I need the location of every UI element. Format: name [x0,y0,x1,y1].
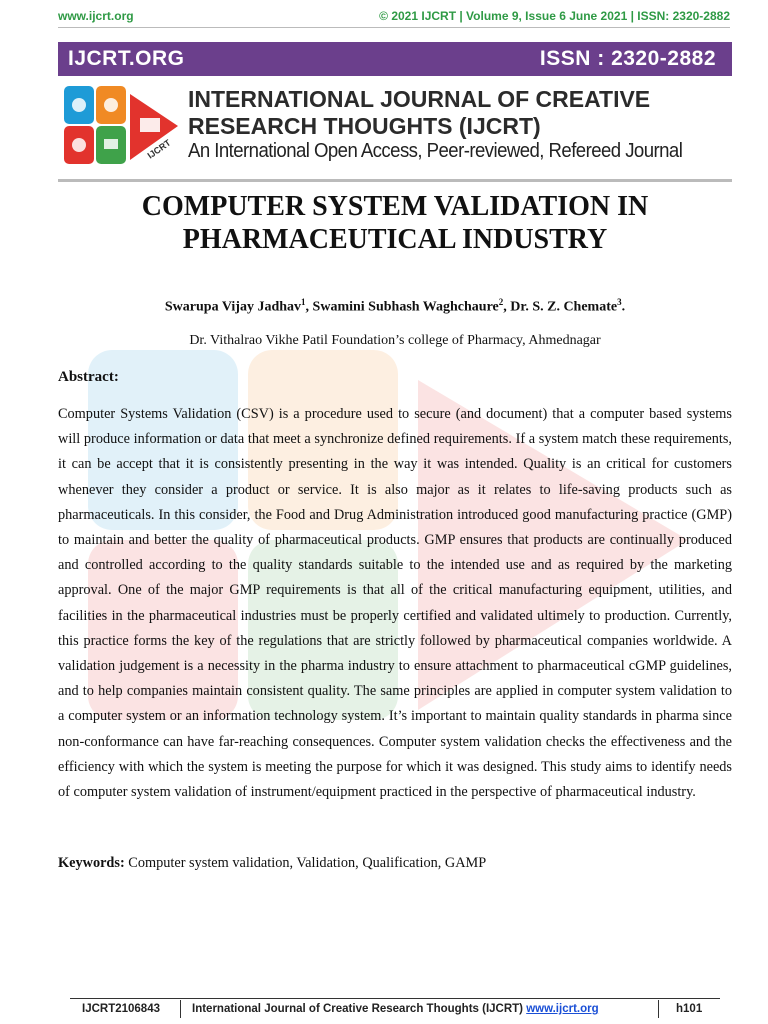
footer-divider [180,1000,181,1018]
footer-paper-id: IJCRT2106843 [82,1003,160,1015]
logo-text: IJCRT [145,137,173,161]
journal-title [188,86,748,140]
author-affiliation-mark: 2 [498,297,504,307]
keywords [58,855,732,872]
page-number: h101 [676,1003,703,1015]
ijcrt-logo [60,84,184,168]
author-separator: , [305,299,313,315]
author-affiliation-mark: 3 [617,297,622,307]
citation-info: © 2021 IJCRT | Volume 9, Issue 6 June 2021 | ISSN: 2320-2882 [379,9,730,23]
banner-site: IJCRT.ORG [68,47,185,70]
paper-title-line1: COMPUTER SYSTEM VALIDATION IN [141,191,649,222]
journal-title-line1: INTERNATIONAL JOURNAL OF CREATIVE [188,86,651,112]
paper-title-line2: PHARMACEUTICAL INDUSTRY [182,224,608,255]
affiliation: Dr. Vithalrao Vikhe Patil Foundation’s college of Pharmacy, Ahmednagar [189,333,601,348]
footer-journal-name: International Journal of Creative Research Thoughts (IJCRT) [192,1003,523,1015]
abstract-heading: Abstract: [58,369,119,385]
site-url[interactable]: www.ijcrt.org [58,9,134,23]
journal-banner [58,42,732,76]
banner-issn: ISSN : 2320-2882 [539,47,716,70]
header-rule [58,27,730,28]
paper-title [58,190,732,256]
journal-subtitle: An International Open Access, Peer-reviewed, Refereed Journal [188,140,683,162]
author-separator: . [621,299,626,315]
author-name: Swarupa Vijay Jadhav [164,299,302,315]
author-name: Dr. S. Z. Chemate [510,299,618,315]
journal-title-line2: RESEARCH THOUGHTS (IJCRT) [188,113,541,139]
author-name: Swamini Subhash Waghchaure [312,299,499,315]
author-list [58,297,732,316]
keywords-list: Computer system validation, Validation, Qualification, GAMP [128,855,487,871]
keywords-label: Keywords: [58,855,125,871]
page-footer [70,998,720,1020]
running-header [58,6,730,26]
abstract-text: Computer Systems Validation (CSV) is a procedure used to secure (and document) that a computer based systems will produce information or data that meet a synchronize defined requirements. If a system match these requirements, it can be accept that it is consistently presenting in the way it was intended. Quality is an critical for customers whenever they consider a product or service. It is also major as it relates to life-saving products such as pharmaceuticals. In this consider, the Food and Drug Administration introduced good manufacturing practice (GMP) to maintain and better the quality of pharmaceutical products. GMP ensures that products are continually produced and controlled according to the quality standards suitable to the intended use and as required by the marketing approval. One of the major GMP requirements is that all of the critical manufacturing equipment, utilities, and facilities in the pharmaceutical industries must be properly certified and validated ultimely to production. Currently, this practice forms the key of the regulations that are strictly followed by pharmaceutical companies worldwide. A validation judgement is a necessity in the pharma industry to ensure attachment to pharmaceutical cGMP guidelines, and to help companies maintain consistent quality. The same principles are applied in computer system validation to a computer system or an information technology system. It’s important to maintain quality standards in pharma since non-conformance can have far-reaching consequences. Computer system validation checks the effectiveness and the efficiency with which the system is meeting the purpose for which it was designed. This study aims to identify needs of computer system validation of instrument/equipment practiced in the perspective of pharmaceutical industry. [58,406,732,801]
author-separator: , [503,299,511,315]
footer-divider [658,1000,659,1018]
footer-link[interactable]: www.ijcrt.org [526,1003,599,1015]
author-affiliation-mark: 1 [301,297,306,307]
footer-journal [192,1003,599,1015]
masthead-rule [58,179,732,182]
